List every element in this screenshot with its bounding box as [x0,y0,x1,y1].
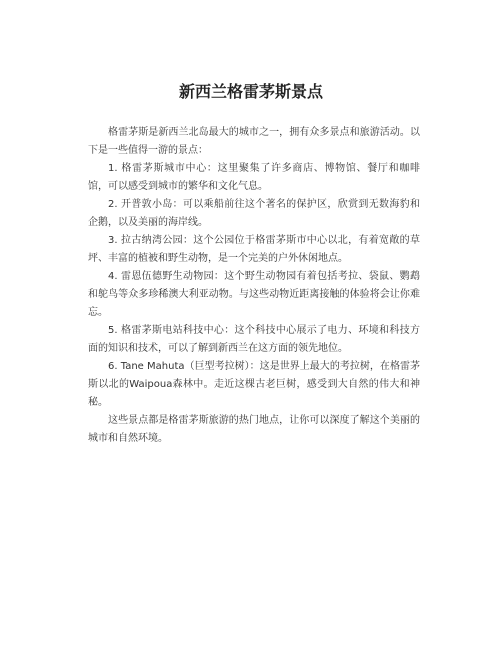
document-body [88,124,420,448]
list-item-3: 3. 拉古纳湾公园：这个公园位于格雷茅斯市中心以北，有着宽敞的草坪、丰富的植被和野生动物，是一个完美的户外休闲地点。 [88,235,420,264]
list-item-2: 2. 开普敦小岛：可以乘船前往这个著名的保护区，欣赏到无数海豹和企鹅，以及美丽的海岸线。 [88,199,420,228]
document-title: 新西兰格雷茅斯景点 [178,82,323,101]
list-item-6: 6. Tane Mahuta（巨型考拉树）：这是世界上最大的考拉树，在格雷茅斯以北的Waipoua森林中。走近这棵古老巨树，感受到大自然的伟大和神秘。 [88,361,420,408]
list-item-5: 5. 格雷茅斯电站科技中心：这个科技中心展示了电力、环境和科技方面的知识和技术，可以了解到新西兰在这方面的领先地位。 [88,325,420,354]
intro-paragraph: 格雷茅斯是新西兰北岛最大的城市之一，拥有众多景点和旅游活动。以下是一些值得一游的景点： [88,127,420,156]
list-item-1: 1. 格雷茅斯城市中心：这里聚集了许多商店、博物馆、餐厅和咖啡馆，可以感受到城市的繁华和文化气息。 [88,163,420,192]
list-item-4: 4. 雷恩伍德野生动物园：这个野生动物园有着包括考拉、袋鼠、鹦鹉和鸵鸟等众多珍稀澳大利亚动物。与这些动物近距离接触的体验将会让你难忘。 [88,271,420,318]
closing-paragraph: 这些景点都是格雷茅斯旅游的热门地点，让你可以深度了解这个美丽的城市和自然环境。 [88,415,420,444]
